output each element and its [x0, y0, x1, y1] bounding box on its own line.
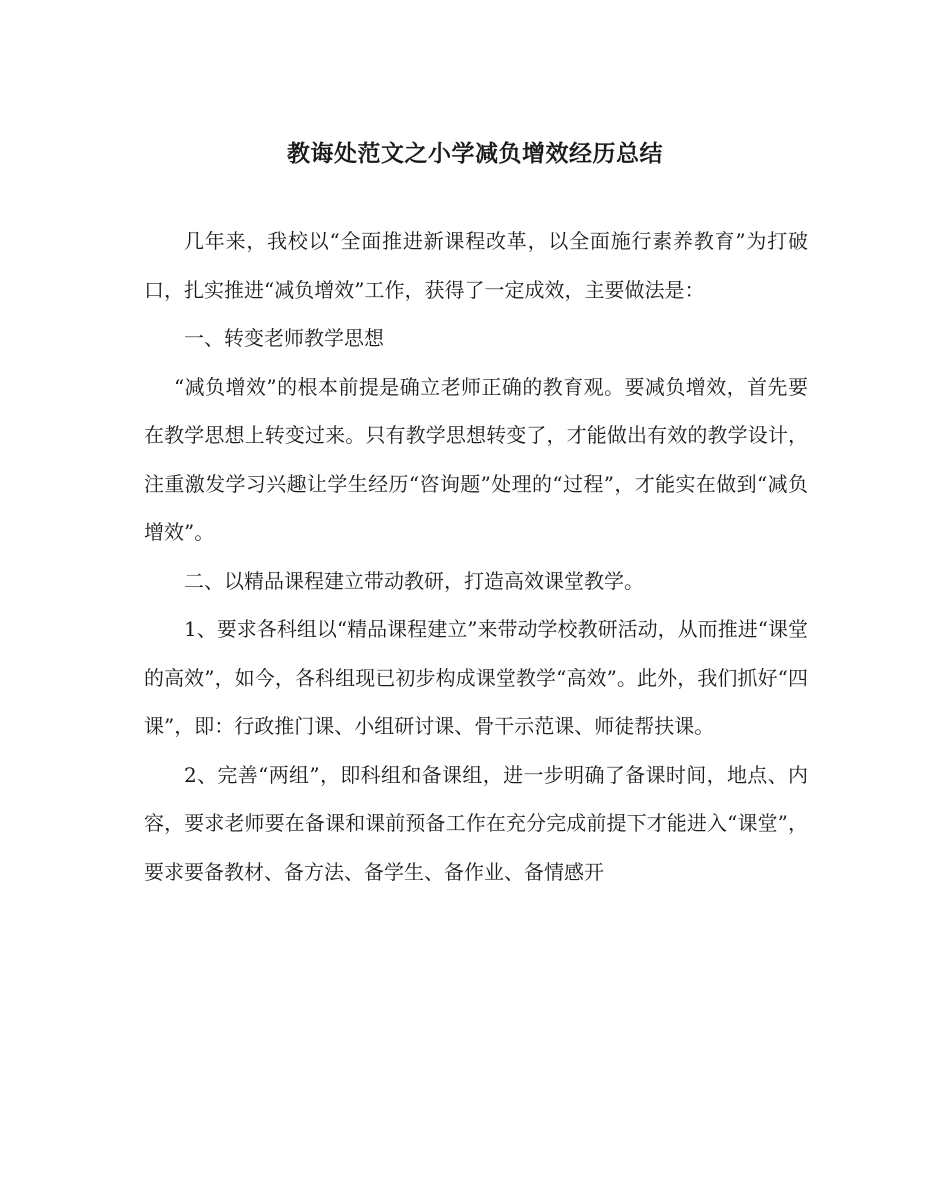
- section-heading-1: 一、转变老师教学思想: [184, 326, 384, 350]
- document-body: [144, 217, 808, 896]
- document-title: 教诲处范文之小学减负增效经历总结: [287, 140, 663, 167]
- paragraph-section-1: “减负增效”的根本前提是确立老师正确的教育观。要减负增效，首先要在教学思想上转变过来。只有教学思想转变了，才能做出有效的教学设计，注重激发学习兴趣让学生经历“咨询题”处理的“过程”，才能实在做到“减负增效”。: [144, 374, 808, 544]
- paragraph-item-2: 2、完善“两组”，即科组和备课组，进一步明确了备课时间，地点、内容，要求老师要在备课和课前预备工作在充分完成前提下才能进入“课堂”，要求要备教材、备方法、备学生、备作业、备情感开: [144, 762, 808, 884]
- section-heading-2: 二、以精品课程建立带动教研，打造高效课堂教学。: [184, 568, 644, 593]
- paragraph-item-1: 1、要求各科组以“精品课程建立”来带动学校教研活动，从而推进“课堂的高效”，如今，各科组现已初步构成课堂教学“高效”。此外，我们抓好“四课”，即：行政推门课、小组研讨课、骨干示范课、师徒帮扶课。: [144, 617, 808, 738]
- paragraph-intro: 几年来，我校以“全面推进新课程改革，以全面施行素养教育”为打破口，扎实推进“减负增效”工作，获得了一定成效，主要做法是：: [144, 229, 808, 302]
